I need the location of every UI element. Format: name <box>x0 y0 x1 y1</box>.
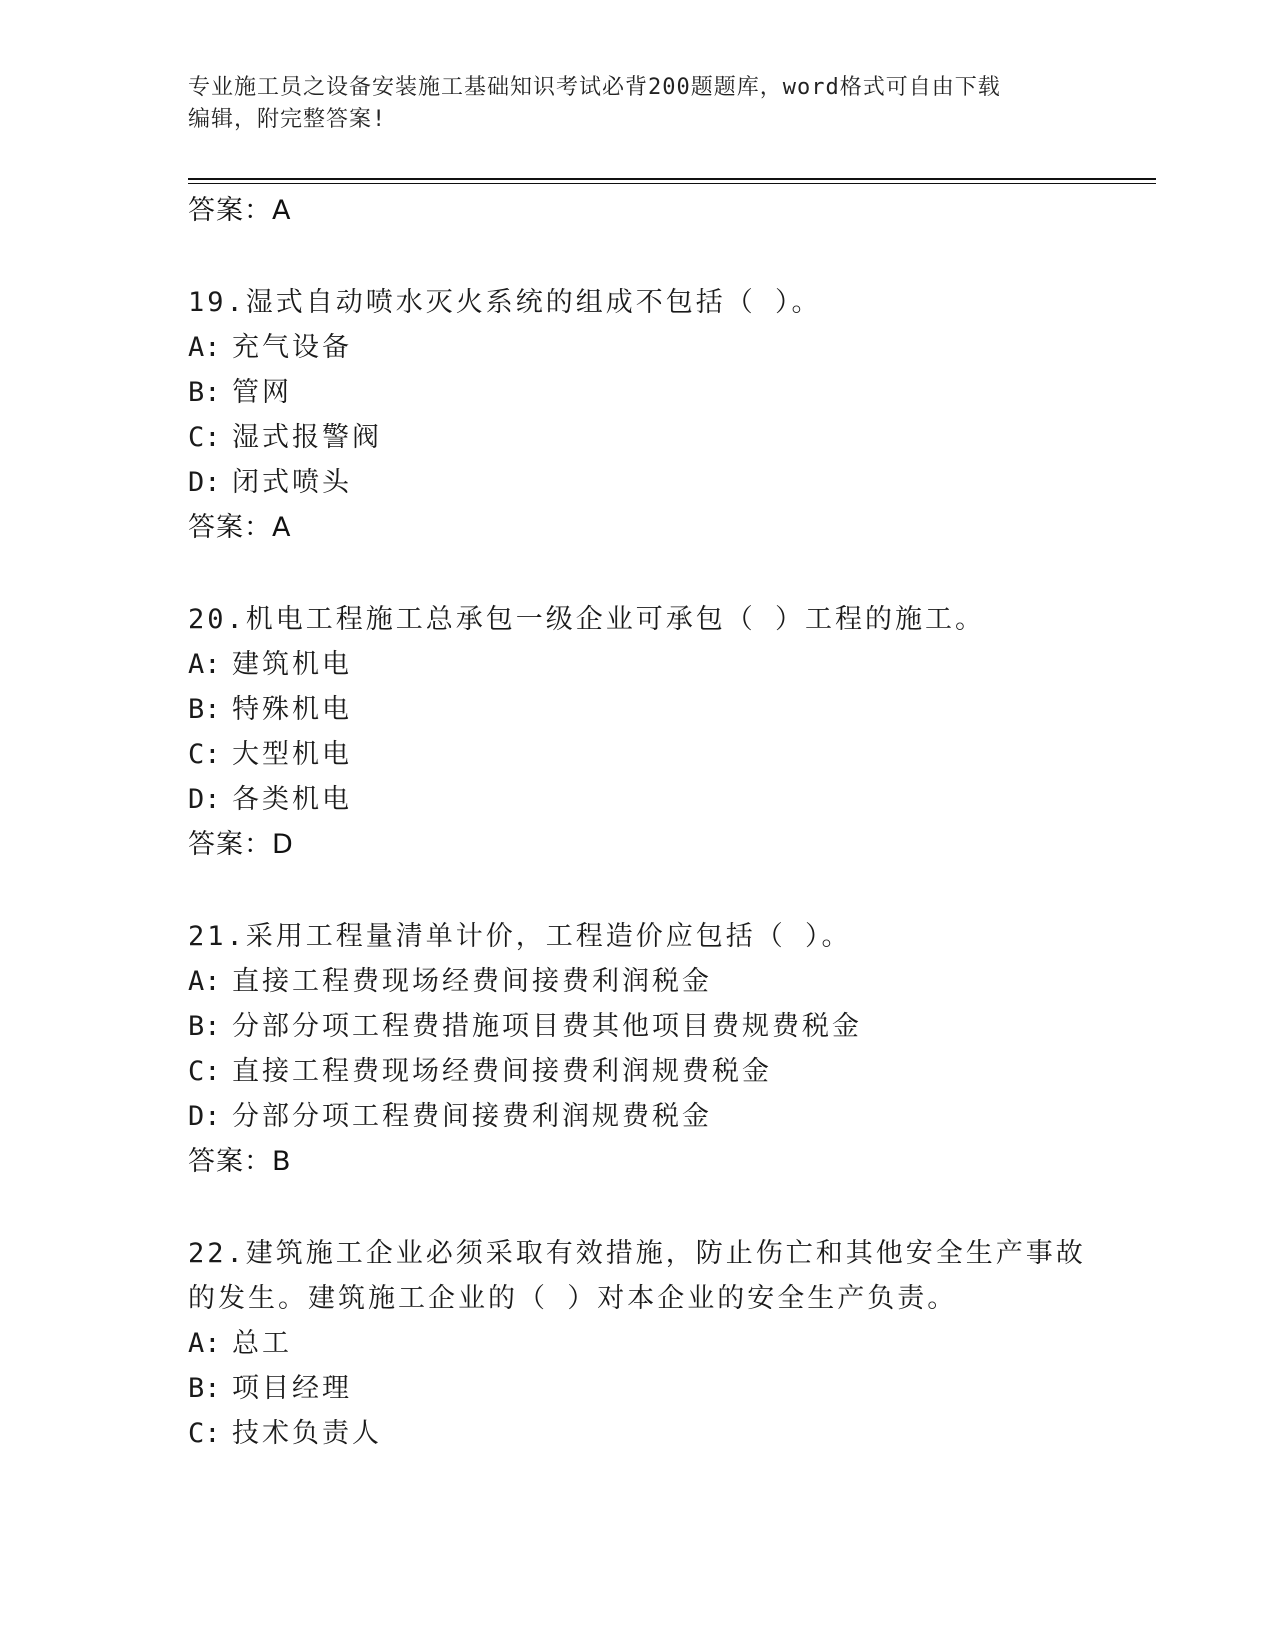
question-text: 20.机电工程施工总承包一级企业可承包（ ）工程的施工。 <box>188 604 986 635</box>
option-letter: C: <box>188 422 221 453</box>
option-text: 直接工程费现场经费间接费利润税金 <box>232 966 712 997</box>
question-text: 21.采用工程量清单计价，工程造价应包括（ ）。 <box>188 921 852 952</box>
previous-answer: 答案：A <box>188 195 292 226</box>
spacer <box>188 233 1088 280</box>
option-letter: D: <box>188 1101 221 1132</box>
option-a <box>188 642 1088 687</box>
option-letter: B: <box>188 1011 221 1042</box>
question-list <box>188 188 1088 1456</box>
option-c <box>188 415 1088 460</box>
question-text: 22.建筑施工企业必须采取有效措施，防止伤亡和其他安全生产事故的发生。建筑施工企业的（ ）对本企业的安全生产负责。 <box>188 1238 1086 1314</box>
answer: 答案：D <box>188 829 294 860</box>
option-b <box>188 1366 1088 1411</box>
option-d <box>188 1094 1088 1139</box>
option-text: 项目经理 <box>232 1373 352 1404</box>
question-20 <box>188 597 1088 867</box>
option-text: 大型机电 <box>232 739 352 770</box>
option-b <box>188 1004 1088 1049</box>
option-text: 分部分项工程费间接费利润规费税金 <box>232 1101 712 1132</box>
question-21 <box>188 914 1088 1184</box>
option-letter: A: <box>188 1328 221 1359</box>
question-text: 19.湿式自动喷水灭火系统的组成不包括（ ）。 <box>188 287 822 318</box>
option-text: 充气设备 <box>232 332 352 363</box>
option-c <box>188 1049 1088 1094</box>
option-c <box>188 732 1088 777</box>
option-a <box>188 959 1088 1004</box>
option-letter: C: <box>188 739 221 770</box>
option-letter: B: <box>188 1373 221 1404</box>
option-text: 建筑机电 <box>232 649 352 680</box>
option-letter: D: <box>188 467 221 498</box>
option-text: 技术负责人 <box>232 1418 382 1449</box>
option-text: 总工 <box>232 1328 292 1359</box>
question-22 <box>188 1231 1088 1456</box>
document-header <box>188 72 1088 136</box>
option-letter: A: <box>188 332 221 363</box>
spacer <box>188 550 1088 597</box>
option-b <box>188 687 1088 732</box>
header-line-1: 专业施工员之设备安装施工基础知识考试必背200题题库，word格式可自由下载 <box>188 75 1001 100</box>
option-letter: C: <box>188 1418 221 1449</box>
header-line-2: 编辑，附完整答案! <box>188 107 387 132</box>
option-letter: A: <box>188 649 221 680</box>
option-letter: B: <box>188 377 221 408</box>
option-text: 分部分项工程费措施项目费其他项目费规费税金 <box>232 1011 862 1042</box>
answer: 答案：B <box>188 1146 292 1177</box>
spacer <box>188 867 1088 914</box>
option-text: 湿式报警阀 <box>232 422 382 453</box>
option-letter: B: <box>188 694 221 725</box>
option-d <box>188 460 1088 505</box>
option-letter: A: <box>188 966 221 997</box>
option-text: 管网 <box>232 377 292 408</box>
spacer <box>188 1184 1088 1231</box>
option-a <box>188 325 1088 370</box>
option-c <box>188 1411 1088 1456</box>
option-text: 各类机电 <box>232 784 352 815</box>
option-text: 直接工程费现场经费间接费利润规费税金 <box>232 1056 772 1087</box>
option-text: 闭式喷头 <box>232 467 352 498</box>
question-19 <box>188 280 1088 550</box>
answer: 答案：A <box>188 512 292 543</box>
option-letter: D: <box>188 784 221 815</box>
option-text: 特殊机电 <box>232 694 352 725</box>
option-b <box>188 370 1088 415</box>
option-d <box>188 777 1088 822</box>
option-a <box>188 1321 1088 1366</box>
option-letter: C: <box>188 1056 221 1087</box>
header-divider-thick <box>188 178 1156 180</box>
header-divider-thin <box>188 183 1156 184</box>
